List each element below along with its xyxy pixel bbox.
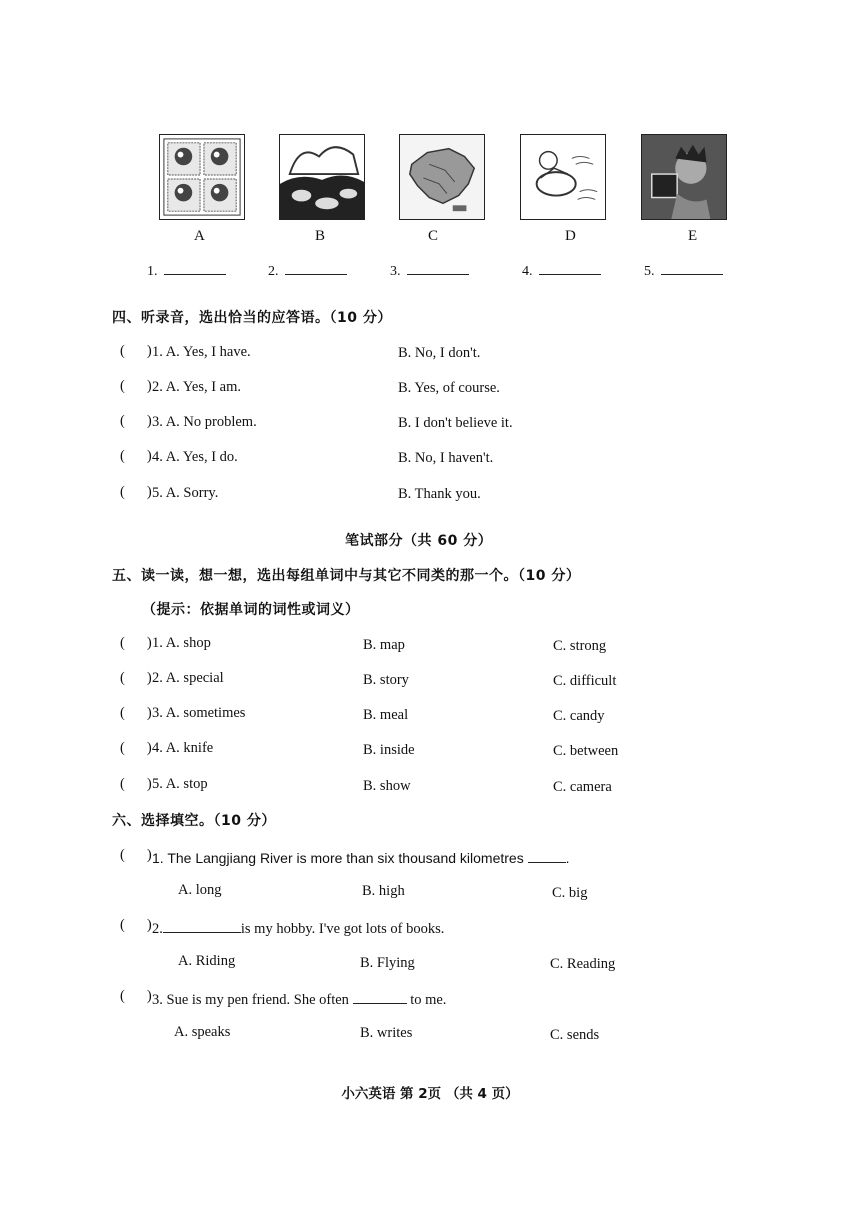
s4-q3-a: 3. A. No problem. bbox=[152, 414, 257, 430]
s6-q1-text: 1. The Langjiang River is more than six thousand kilometres . bbox=[152, 850, 570, 866]
picture-label-e: E bbox=[688, 228, 698, 244]
picture-label-b: B bbox=[315, 228, 326, 244]
s6-q3-b: B. writes bbox=[360, 1025, 413, 1041]
paren-close: ) bbox=[146, 448, 152, 464]
s6-q2-text: 2. is my hobby. I've got lots of books. bbox=[152, 918, 444, 938]
s5-q3-c: C. candy bbox=[553, 708, 605, 724]
s5-q5-a: 5. A. stop bbox=[152, 776, 208, 792]
paren-close: ) bbox=[146, 378, 152, 394]
fill-blank[interactable] bbox=[163, 918, 241, 933]
s5-q4-b: B. inside bbox=[363, 742, 415, 758]
picture-e-reader bbox=[641, 134, 727, 220]
s5-q4-c: C. between bbox=[553, 743, 619, 759]
s5-q5-b: B. show bbox=[363, 778, 411, 794]
picture-b-landscape bbox=[279, 134, 365, 220]
answer-blank-2[interactable] bbox=[268, 260, 347, 280]
swimmer-icon bbox=[521, 135, 605, 219]
s4-q3-b: B. I don't believe it. bbox=[398, 415, 513, 431]
answer-blank-4[interactable] bbox=[522, 260, 601, 280]
answer-blank-3[interactable] bbox=[390, 260, 469, 280]
s6-q3-text: 3. Sue is my pen friend. She often to me. bbox=[152, 989, 446, 1009]
s5-q2-c: C. difficult bbox=[553, 673, 617, 689]
fill-blank[interactable] bbox=[528, 848, 566, 863]
picture-c-map bbox=[399, 134, 485, 220]
picture-d-swimmer bbox=[520, 134, 606, 220]
s5-q5-c: C. camera bbox=[553, 779, 612, 795]
answer-blank-5[interactable] bbox=[644, 260, 723, 280]
s4-q5-a: 5. A. Sorry. bbox=[152, 485, 219, 501]
page-footer: 小六英语 第 2页 （共 4 页） bbox=[341, 1086, 519, 1102]
s4-q1-a: 1. A. Yes, I have. bbox=[152, 344, 251, 360]
reader-icon bbox=[642, 135, 726, 219]
section6-heading: 六、选择填空。（10 分） bbox=[112, 813, 276, 829]
s5-q1-a: 1. A. shop bbox=[152, 635, 211, 651]
s6-q2-a: A. Riding bbox=[178, 953, 236, 969]
s5-q3-a: 3. A. sometimes bbox=[152, 705, 246, 721]
s6-q2-b: B. Flying bbox=[360, 955, 415, 971]
s6-q2-c: C. Reading bbox=[550, 956, 616, 972]
section5-hint: （提示：依据单词的词性或词义） bbox=[142, 602, 360, 618]
s6-q1-b: B. high bbox=[362, 883, 405, 899]
s5-q2-b: B. story bbox=[363, 672, 409, 688]
paren-close: ) bbox=[146, 740, 152, 756]
paren-close: ) bbox=[146, 343, 152, 359]
paren-close: ) bbox=[146, 705, 152, 721]
s4-q5-b: B. Thank you. bbox=[398, 486, 481, 502]
stamps-icon bbox=[160, 135, 244, 219]
paren-close: ) bbox=[146, 413, 152, 429]
answer-blank-1[interactable] bbox=[147, 260, 226, 280]
blank-number: 4. bbox=[522, 264, 533, 279]
paren-close: ) bbox=[146, 847, 152, 863]
written-part-title: 笔试部分（共 60 分） bbox=[345, 533, 493, 549]
paren-close: ) bbox=[146, 484, 152, 500]
s6-q1-a: A. long bbox=[178, 882, 222, 898]
blank-number: 2. bbox=[268, 264, 279, 279]
paren-close: ) bbox=[146, 776, 152, 792]
s6-q1-c: C. big bbox=[552, 885, 588, 901]
s5-q2-a: 2. A. special bbox=[152, 670, 224, 686]
section4-heading: 四、听录音，选出恰当的应答语。（10 分） bbox=[112, 310, 392, 326]
fill-blank[interactable] bbox=[353, 989, 407, 1004]
paren-close: ) bbox=[146, 988, 152, 1004]
s5-q1-b: B. map bbox=[363, 637, 405, 653]
blank-number: 3. bbox=[390, 264, 401, 279]
s4-q4-a: 4. A. Yes, I do. bbox=[152, 449, 238, 465]
picture-label-c: C bbox=[428, 228, 439, 244]
blank-number: 1. bbox=[147, 264, 158, 279]
s6-q3-c: C. sends bbox=[550, 1027, 600, 1043]
paren-close: ) bbox=[146, 670, 152, 686]
s5-q3-b: B. meal bbox=[363, 707, 409, 723]
blank-number: 5. bbox=[644, 264, 655, 279]
s6-q3-a: A. speaks bbox=[174, 1024, 231, 1040]
s5-q1-c: C. strong bbox=[553, 638, 607, 654]
landscape-icon bbox=[280, 135, 364, 219]
picture-label-d: D bbox=[565, 228, 576, 244]
s4-q2-b: B. Yes, of course. bbox=[398, 380, 500, 396]
picture-a-stamps bbox=[159, 134, 245, 220]
map-icon bbox=[400, 135, 484, 219]
s5-q4-a: 4. A. knife bbox=[152, 740, 214, 756]
s4-q2-a: 2. A. Yes, I am. bbox=[152, 379, 242, 395]
paren-close: ) bbox=[146, 917, 152, 933]
s4-q4-b: B. No, I haven't. bbox=[398, 450, 494, 466]
s4-q1-b: B. No, I don't. bbox=[398, 345, 481, 361]
paren-close: ) bbox=[146, 635, 152, 651]
picture-label-a: A bbox=[194, 228, 205, 244]
section5-heading: 五、读一读，想一想，选出每组单词中与其它不同类的那一个。（10 分） bbox=[112, 568, 581, 584]
